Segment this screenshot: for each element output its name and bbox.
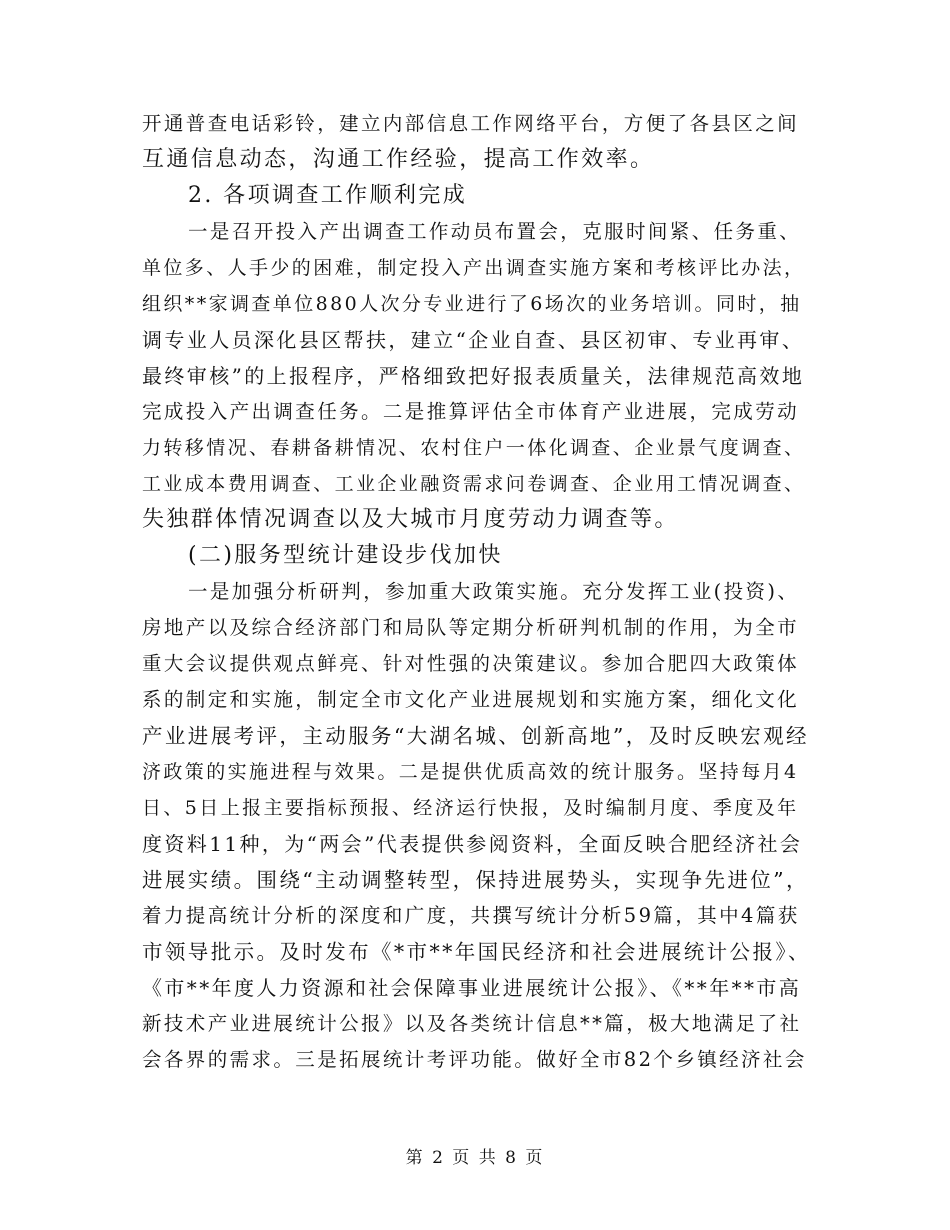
text-line: 度资料11种，为“两会”代表提供参阅资料，全面反映合肥经济社会 — [142, 832, 803, 856]
text-line: 日、5日上报主要指标预报、经济运行快报，及时编制月度、季度及年 — [142, 797, 799, 819]
text-line: 济政策的实施进程与效果。二是提供优质高效的统计服务。坚持每月4 — [142, 761, 799, 783]
text-line: 力转移情况、春耕备耕情况、农村住户一体化调查、企业景气度调查、 — [142, 437, 806, 459]
text-line: 房地产以及综合经济部门和局队等定期分析研判机制的作用，为全市 — [142, 616, 800, 639]
text-line: 单位多、人手少的困难，制定投入产出调查实施方案和考核评比办法， — [142, 257, 806, 279]
text-line: 产业进展考评，主动服务“大湖名城、创新高地”，及时反映宏观经 — [142, 724, 809, 748]
section-heading: (二)服务型统计建设步伐加快 — [188, 543, 503, 568]
text-line: 市领导批示。及时发布《*市**年国民经济和社会进展统计公报》、 — [142, 940, 811, 964]
text-line: 重大会议提供观点鲜亮、针对性强的决策建议。参加合肥四大政策体 — [142, 652, 800, 675]
text-line: 组织**家调查单位880人次分专业进行了6场次的业务培训。同时，抽 — [142, 293, 802, 315]
text-line: 会各界的需求。三是拓展统计考评功能。做好全市82个乡镇经济社会 — [142, 1048, 807, 1071]
text-line: 失独群体情况调查以及大城市月度劳动力调查等。 — [142, 507, 679, 532]
text-line: 最终审核”的上报程序，严格细致把好报表质量关，法律规范高效地 — [142, 364, 805, 388]
text-line: 一是加强分析研判，参加重大政策实施。充分发挥工业(投资)、 — [188, 580, 800, 603]
text-line: 《市**年度人力资源和社会保障事业进展统计公报》、《**年**市高 — [142, 976, 802, 1000]
text-line: 完成投入产出调查任务。二是推算评估全市体育产业进展，完成劳动 — [142, 400, 800, 423]
text-line: 互通信息动态，沟通工作经验，提高工作效率。 — [142, 147, 655, 172]
section-heading: 2. 各项调查工作顺利完成 — [188, 183, 468, 208]
text-line: 一是召开投入产出调查工作动员布置会，克服时间紧、任务重、 — [188, 220, 802, 243]
text-line: 开通普查电话彩铃，建立内部信息工作网络平台，方便了各县区之间 — [142, 112, 800, 135]
text-line: 着力提高统计分析的深度和广度，共撰写统计分析59篇，其中4篇获 — [142, 904, 800, 927]
page-footer: 第 2 页 共 8 页 — [405, 1148, 545, 1168]
text-line: 工业成本费用调查、工业企业融资需求问卷调查、企业用工情况调查、 — [142, 473, 806, 495]
text-line: 调专业人员深化县区帮扶，建立“企业自查、县区初审、专业再审、 — [142, 328, 805, 352]
text-line: 系的制定和实施，制定全市文化产业进展规划和实施方案，细化文化 — [142, 688, 800, 711]
text-line: 进展实绩。围绕“主动调整转型，保持进展势头，实现争先进位”， — [142, 868, 809, 892]
text-line: 新技术产业进展统计公报》以及各类统计信息**篇，极大地满足了社 — [142, 1012, 802, 1035]
